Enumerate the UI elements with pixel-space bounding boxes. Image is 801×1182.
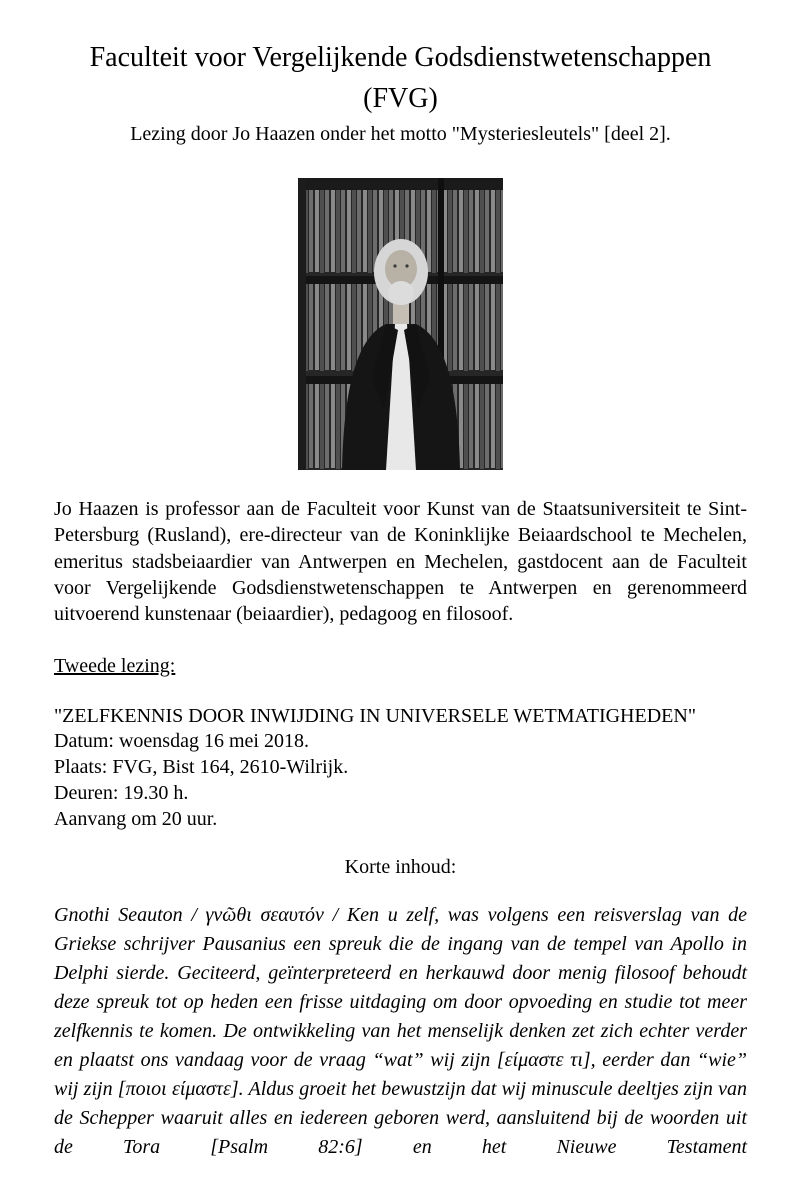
second-lecture-label-text: Tweede lezing: xyxy=(54,655,176,678)
summary-heading: Korte inhoud: xyxy=(344,856,457,879)
detail-location: Plaats: FVG, Bist 164, 2610-Wilrijk. xyxy=(54,756,349,779)
detail-start-time: Aanvang om 20 uur. xyxy=(54,808,218,831)
title-line-2: (FVG) xyxy=(363,82,438,114)
lecture-title: "ZELFKENNIS DOOR INWIJDING IN UNIVERSELE WETMATIGHEDEN" xyxy=(54,705,696,728)
portrait-photo xyxy=(54,178,747,470)
second-lecture-label xyxy=(54,655,747,678)
portrait-photo-illustration xyxy=(298,178,503,470)
title-line-1: Faculteit voor Vergelijkende Godsdienstwetenschappen xyxy=(89,42,712,73)
lecture-details xyxy=(54,728,747,832)
document-title xyxy=(54,38,747,119)
summary-paragraph: Gnothi Seauton / γνῶθι σεαυτόν / Ken u zelf, was volgens een reisverslag van de Griekse schrijver Pausanius een spreuk die de ingang van de tempel van Apollo in Delphi sierde. Geciteerd, geïnterpreteerd en herkauwd door menig filosoof behoudt deze spreuk tot op heden een frisse uitdaging om door opvoeding en studie tot meer zelfkennis te komen. De ontwikkeling van het menselijk denken zet zich echter verder en plaatst ons vandaag voor de vraag “wat” wij zijn [είμαστε τι], eerder dan “wie” wij zijn [ποιοι είμαστε]. Aldus groeit het bewustzijn dat wij minuscule deeltjes zijn van de Schepper waaruit alles en iedereen geboren werd, aansluitend bij de woorden uit de Tora [Psalm 82:6] en het Nieuwe Testament xyxy=(54,904,747,1159)
detail-doors: Deuren: 19.30 h. xyxy=(54,782,189,805)
bio-paragraph: Jo Haazen is professor aan de Faculteit voor Kunst van de Staatsuniversiteit te Sint-Petersburg (Rusland), ere-directeur van de Koninklijke Beiaardschool te Mechelen, emeritus stadsbeiaardier van Antwerpen en Mechelen, gastdocent aan de Faculteit voor Vergelijkende Godsdienstwetenschappen te Antwerpen en gerenommeerd uitvoerend kunstenaar (beiaardier), pedagoog en filosoof. xyxy=(54,498,747,625)
detail-date: Datum: woensdag 16 mei 2018. xyxy=(54,730,309,753)
document-subtitle: Lezing door Jo Haazen onder het motto "Mysteriesleutels" [deel 2]. xyxy=(130,123,671,146)
